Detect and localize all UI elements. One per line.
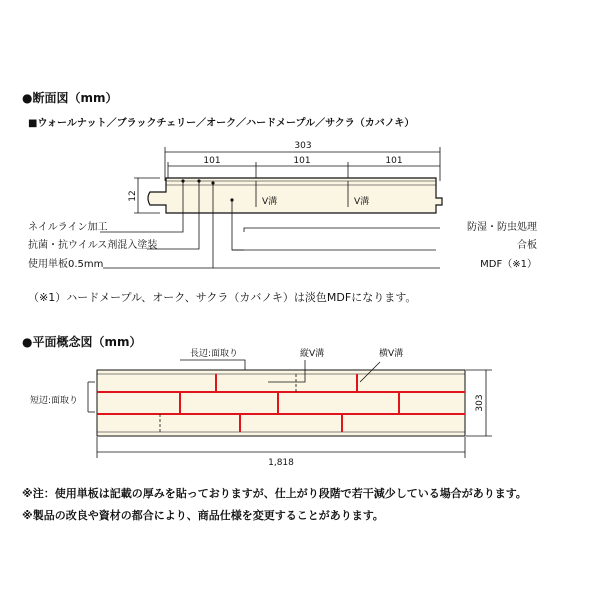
dim-height: 12 [128, 190, 138, 202]
note-spec-change: ※製品の改良や資材の都合により、商品仕様を変更することがあります。 [22, 509, 384, 522]
species-list: ■ウォールナット／ブラックチェリー／オーク／ハードメープル／サクラ（カバノキ） [28, 118, 415, 129]
label-horizontal-groove: 横V溝 [379, 349, 404, 359]
groove-label-1: V溝 [262, 197, 278, 207]
plan-dim-width: 1,818 [268, 458, 294, 468]
plan-board [97, 370, 465, 436]
label-plywood: 合板 [517, 240, 537, 251]
groove-label-2: V溝 [354, 197, 370, 207]
dim-part-2: 101 [293, 156, 311, 166]
label-veneer: 使用単板0.5mm [28, 259, 104, 270]
plan-title: ●平面概念図（mm） [22, 335, 142, 349]
dim-part-3: 101 [385, 156, 403, 166]
label-short-edge: 短辺:面取り [30, 396, 79, 406]
label-nail-line: ネイルライン加工 [28, 222, 108, 233]
section-title: ●断面図（mm） [22, 91, 118, 105]
note-veneer: ※注：使用単板は記載の厚みを貼っておりますが、仕上がり段階で若干減少している場合があります。 [22, 487, 527, 500]
plan-dim-height: 303 [475, 394, 485, 412]
label-long-edge: 長辺:面取り [190, 349, 239, 359]
dim-part-1: 101 [203, 156, 221, 166]
label-moisture-proof: 防湿・防虫処理 [467, 222, 537, 233]
mdf-note: （※1）ハードメープル、オーク、サクラ（カバノキ）は淡色MDFになります。 [28, 291, 417, 304]
label-vertical-groove: 縦V溝 [300, 349, 325, 359]
dim-total: 303 [294, 141, 312, 151]
label-antibacterial-coating: 抗菌・抗ウイルス剤混入塗装 [28, 240, 158, 251]
label-mdf: MDF（※1） [480, 259, 537, 270]
